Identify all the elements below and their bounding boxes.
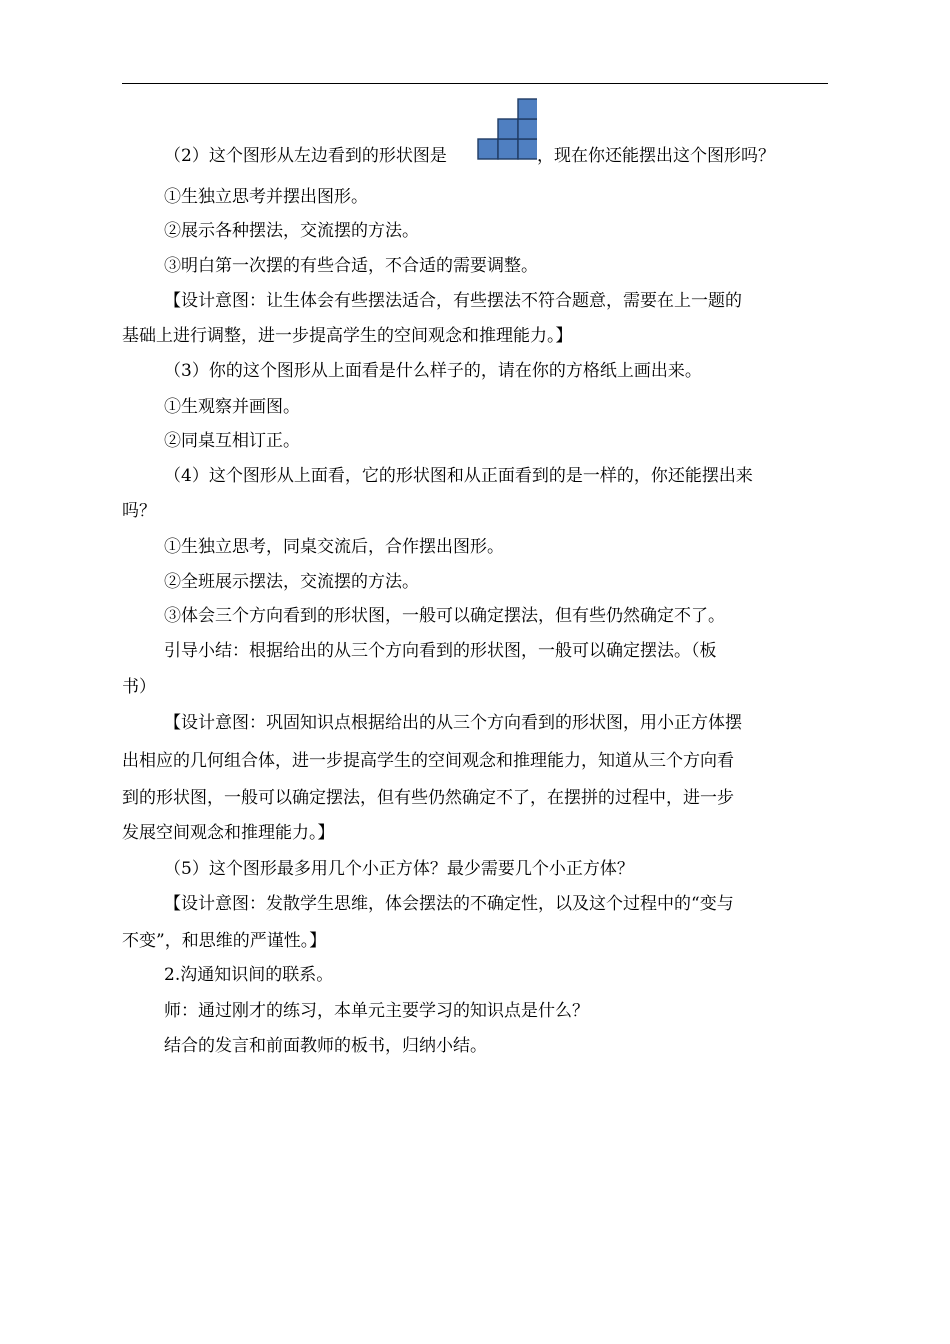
shape-square (518, 119, 537, 139)
step-line: ③明白第一次摆的有些合适，不合适的需要调整。 (164, 256, 538, 276)
shape-square (518, 99, 537, 119)
design-intent-line: 【设计意图：让生体会有些摆法适合，有些摆法不符合题意，需要在上一题的 (164, 291, 742, 311)
question-4: （4）这个图形从上面看，它的形状图和从正面看到的是一样的，你还能摆出来 (164, 466, 753, 486)
design-intent-line: 基础上进行调整，进一步提高学生的空间观念和推理能力。】 (122, 326, 573, 346)
step-line: ②同桌互相订正。 (164, 431, 300, 451)
question-2-part-2: ，现在你还能摆出这个图形吗？ (537, 146, 775, 166)
shape-square (498, 139, 518, 159)
design-intent-line: 发展空间观念和推理能力。】 (122, 823, 335, 843)
header-rule (122, 83, 828, 84)
step-line: ②全班展示摆法，交流摆的方法。 (164, 572, 419, 592)
left-view-shape-figure (477, 98, 537, 160)
step-line: ①生观察并画图。 (164, 397, 300, 417)
step-line: ①生独立思考，同桌交流后，合作摆出图形。 (164, 537, 504, 557)
summary-line: 书） (122, 677, 156, 697)
teacher-line: 师：通过刚才的练习，本单元主要学习的知识点是什么？ (164, 1001, 589, 1021)
question-5: （5）这个图形最多用几个小正方体？最少需要几个小正方体？ (164, 859, 634, 879)
step-line: ①生独立思考并摆出图形。 (164, 187, 368, 207)
design-intent-line: 【设计意图：发散学生思维，体会摆法的不确定性，以及这个过程中的“变与 (164, 894, 734, 914)
section-heading: 2.沟通知识间的联系。 (164, 965, 334, 985)
design-intent-line: 【设计意图：巩固知识点根据给出的从三个方向看到的形状图，用小正方体摆 (164, 713, 742, 733)
closing-line: 结合的发言和前面教师的板书，归纳小结。 (164, 1036, 487, 1056)
question-2-part-1: （2）这个图形从左边看到的形状图是 (164, 146, 447, 166)
design-intent-line: 不变”，和思维的严谨性。】 (122, 931, 327, 951)
shape-square (498, 119, 518, 139)
shape-square (518, 139, 537, 159)
design-intent-line: 到的形状图，一般可以确定摆法，但有些仍然确定不了，在摆拼的过程中，进一步 (122, 788, 734, 808)
step-line: ②展示各种摆法，交流摆的方法。 (164, 221, 419, 241)
summary-line: 引导小结：根据给出的从三个方向看到的形状图，一般可以确定摆法。（板 (164, 641, 717, 661)
question-4-continued: 吗？ (122, 501, 156, 521)
question-3: （3）你的这个图形从上面看是什么样子的，请在你的方格纸上画出来。 (164, 361, 702, 381)
shape-square (478, 139, 498, 159)
step-line: ③体会三个方向看到的形状图，一般可以确定摆法，但有些仍然确定不了。 (164, 606, 725, 626)
design-intent-line: 出相应的几何组合体，进一步提高学生的空间观念和推理能力，知道从三个方向看 (122, 751, 734, 771)
